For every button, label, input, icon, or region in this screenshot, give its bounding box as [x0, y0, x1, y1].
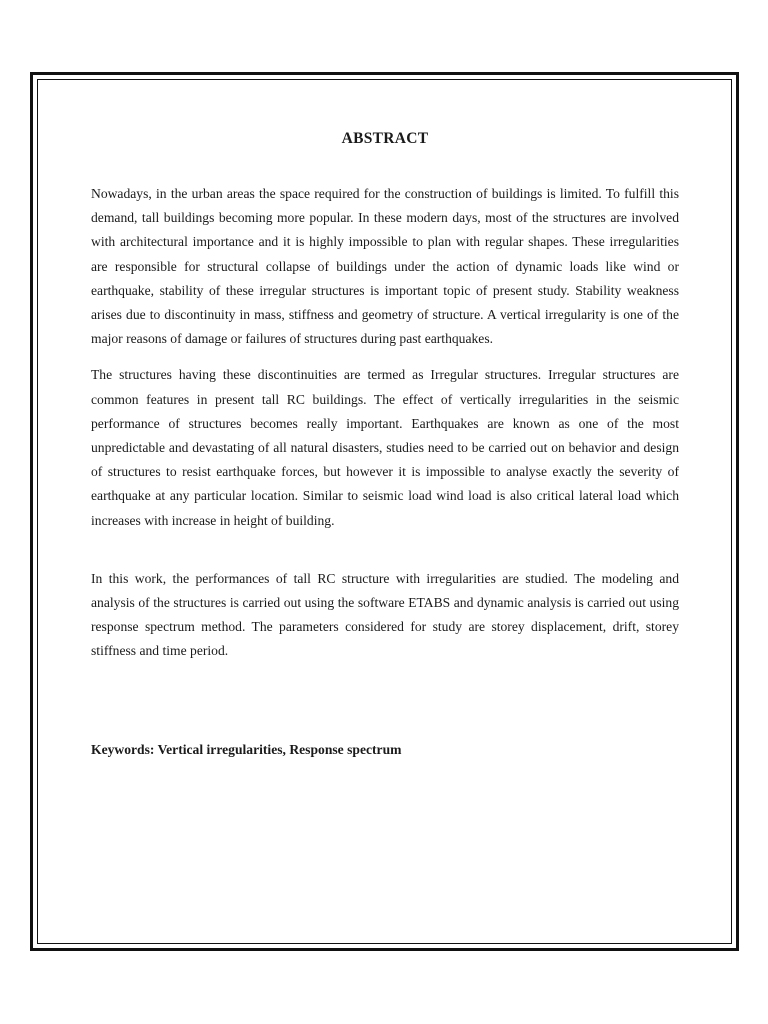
abstract-content — [91, 128, 679, 762]
abstract-paragraph-3: In this work, the performances of tall RC structure with irregularities are studied. The modeling and analysis of the structures is carried out using the software ETABS and dynamic analysis is carried out using response spectrum method. The parameters considered for study are storey displacement, drift, storey stiffness and time period. — [91, 570, 679, 659]
keywords-line: Keywords: Vertical irregularities, Response spectrum — [91, 741, 402, 757]
abstract-paragraph-1: Nowadays, in the urban areas the space required for the construction of buildings is limited. To fulfill this demand, tall buildings becoming more popular. In these modern days, most of the structures are involved with architectural importance and it is highly impossible to plan with regular shapes. These irregularities are responsible for structural collapse of buildings under the action of dynamic loads like wind or earthquake, stability of these irregular structures is important topic of present study. Stability weakness arises due to discontinuity in mass, stiffness and geometry of structure. A vertical irregularity is one of the major reasons of damage or failures of structures during past earthquakes. — [91, 186, 679, 347]
abstract-paragraph-2: The structures having these discontinuities are termed as Irregular structures. Irregular structures are common features in present tall RC buildings. The effect of vertically irregularities in the seismic performance of structures becomes really important. Earthquakes are known as one of the most unpredictable and devastating of all natural disasters, studies need to be carried out on behavior and design of structures to resist earthquake forces, but however it is impossible to analyse exactly the severity of earthquake at any particular location. Similar to seismic load wind load is also critical lateral load which increases with increase in height of building. — [91, 367, 679, 528]
abstract-title: ABSTRACT — [341, 130, 429, 147]
